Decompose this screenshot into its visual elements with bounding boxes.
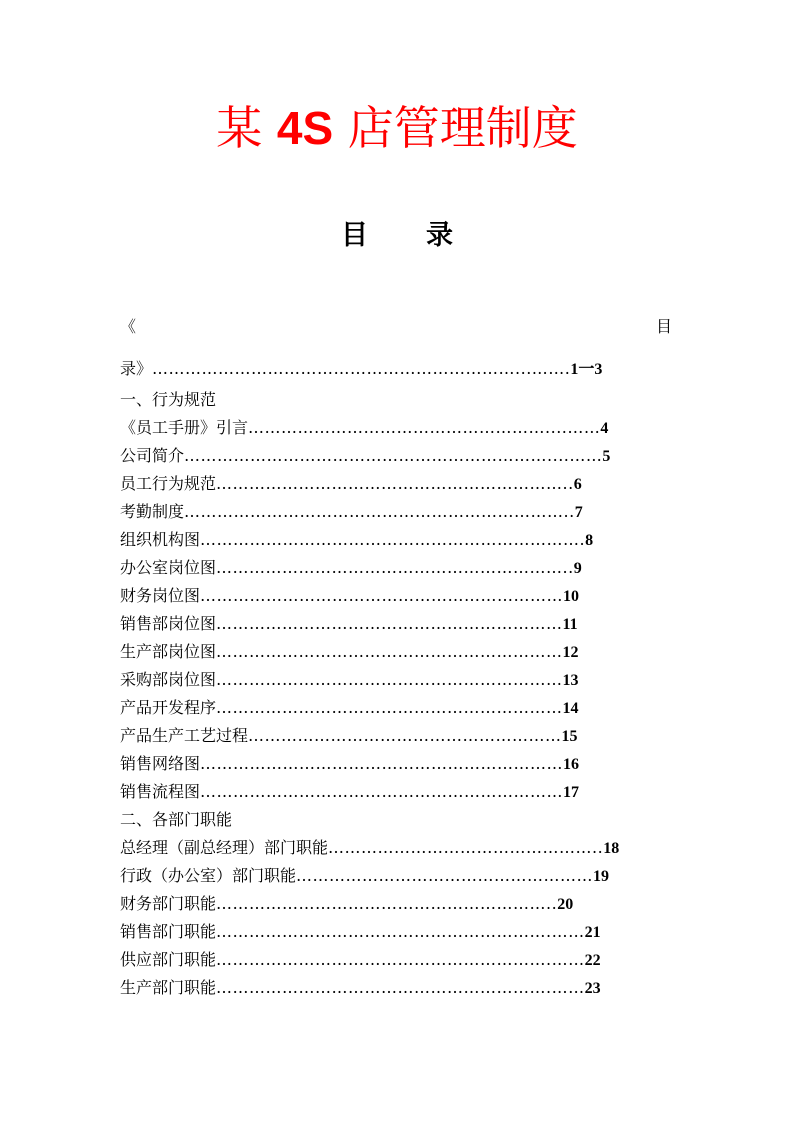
- toc-entry-leader: …………………………………………………….……: [216, 950, 585, 969]
- toc-entry-text: 财务岗位图: [120, 586, 201, 605]
- toc-entry[interactable]: [120, 722, 672, 750]
- title-ascii: 4S: [276, 102, 334, 154]
- title-prefix: 某: [216, 101, 277, 155]
- toc-list: [120, 352, 672, 1002]
- toc-entry-page: 18: [603, 840, 620, 857]
- toc-entry-leader: ………………………………………………………: [216, 614, 563, 633]
- toc-entry-text: 财务部门职能: [120, 894, 217, 913]
- toc-section-heading: [120, 386, 672, 414]
- toc-heading-right: 录: [426, 220, 453, 251]
- toc-first-entry-open: 《: [120, 317, 137, 336]
- toc-entry-text: 生产部岗位图: [120, 642, 217, 661]
- toc-entry[interactable]: [120, 610, 672, 638]
- toc-entry-leader: ………………………………………………………: [216, 642, 563, 661]
- toc-entry-page: 12: [562, 644, 579, 661]
- toc-entry[interactable]: [120, 694, 672, 722]
- toc-entry-text: 行政（办公室）部门职能: [120, 866, 297, 885]
- toc-entry-leader: ………………………………………………....……: [248, 418, 601, 437]
- toc-entry-page: 23: [584, 980, 601, 997]
- toc-entry-page: 11: [562, 616, 578, 633]
- toc-entry-page: 16: [563, 756, 580, 773]
- toc-entry-leader: ……………………………………………………..: [216, 894, 558, 913]
- toc-entry-leader: …………………………………………………………: [200, 586, 564, 605]
- toc-entry-text: 组织机构图: [120, 530, 201, 549]
- toc-entry-text: 公司简介: [120, 446, 185, 465]
- toc-entry[interactable]: [120, 862, 672, 890]
- toc-entry-page: 14: [562, 700, 579, 717]
- toc-entry-leader: ……………………………………………………………..: [184, 502, 575, 521]
- toc-entry-text: 员工行为规范: [120, 474, 217, 493]
- toc-entry-leader: ………………………………………………………..: [216, 558, 574, 577]
- toc-entry-leader: …………………………………………..: [328, 838, 604, 857]
- toc-entry-page: 1一3: [570, 361, 603, 378]
- toc-entry-leader: ………………………………………………………: [216, 670, 563, 689]
- toc-entry-page: 4: [600, 420, 609, 437]
- toc-entry[interactable]: [120, 918, 672, 946]
- toc-entry-page: 20: [557, 896, 574, 913]
- toc-entry-text: 《员工手册》引言: [120, 418, 249, 437]
- toc-entry-text: 采购部岗位图: [120, 670, 217, 689]
- toc-entry-page: 7: [574, 504, 583, 521]
- document-title: [0, 96, 794, 160]
- toc-entry-leader: ………………………………………………………..: [216, 474, 574, 493]
- toc-entry-leader: …………………………………………………………....……: [184, 446, 603, 465]
- toc-entry-page: 10: [563, 588, 580, 605]
- toc-entry-text: 销售部岗位图: [120, 614, 217, 633]
- toc-heading-left: 目: [341, 220, 368, 251]
- toc-heading: [0, 214, 794, 258]
- toc-entry[interactable]: [120, 582, 672, 610]
- toc-entry-leader: …………………………………………………………….: [200, 530, 586, 549]
- toc-entry-leader: ………………………………………………: [296, 866, 594, 885]
- toc-entry[interactable]: [120, 554, 672, 582]
- toc-first-entry-wrap: 目: [655, 317, 672, 336]
- toc-entry[interactable]: [120, 974, 672, 1002]
- toc-entry-text: 销售流程图: [120, 782, 201, 801]
- toc-entry-text: 二、各部门职能: [120, 810, 233, 829]
- toc-entry[interactable]: [120, 890, 672, 918]
- toc-entry-text: 产品生产工艺过程: [120, 726, 249, 745]
- toc-entry-text: 销售网络图: [120, 754, 201, 773]
- toc-entry-text: 销售部门职能: [120, 922, 217, 941]
- toc-entry-page: 8: [585, 532, 594, 549]
- toc-entry-text: 生产部门职能: [120, 978, 217, 997]
- toc-entry-page: 15: [561, 728, 578, 745]
- toc-entry-text: 考勤制度: [120, 502, 185, 521]
- toc-section-heading: [120, 806, 672, 834]
- toc-entry-page: 17: [563, 784, 580, 801]
- toc-entry-text: 录》: [120, 359, 153, 378]
- toc-entry-leader: ………………………………………………………: [216, 698, 563, 717]
- toc-entry-leader: …………………………………………………….……: [216, 978, 585, 997]
- toc-entry[interactable]: [120, 526, 672, 554]
- toc-entry-text: 总经理（副总经理）部门职能: [120, 838, 329, 857]
- toc-entry-leader: …………………………………………………………...…….: [152, 359, 571, 378]
- toc-entry-page: 9: [573, 560, 582, 577]
- toc-entry[interactable]: [120, 778, 672, 806]
- toc-entry[interactable]: [120, 470, 672, 498]
- toc-first-entry-line1: [120, 312, 672, 342]
- toc-entry-text: 产品开发程序: [120, 698, 217, 717]
- toc-entry-text: 供应部门职能: [120, 950, 217, 969]
- toc-entry[interactable]: [120, 638, 672, 666]
- toc-entry-text: 办公室岗位图: [120, 558, 217, 577]
- toc-first-entry-line2[interactable]: [120, 352, 672, 386]
- toc-entry-leader: …………………………………………………: [248, 726, 562, 745]
- toc-entry-page: 6: [573, 476, 582, 493]
- toc-entry-page: 5: [602, 448, 611, 465]
- toc-entry[interactable]: [120, 442, 672, 470]
- toc-entry[interactable]: [120, 498, 672, 526]
- toc-entry-page: 13: [562, 672, 579, 689]
- toc-entry[interactable]: [120, 750, 672, 778]
- toc-entry-leader: …………………………………………………………: [200, 754, 564, 773]
- toc-entry[interactable]: [120, 666, 672, 694]
- toc-entry[interactable]: [120, 946, 672, 974]
- toc-entry-leader: …………………………………………………….……: [216, 922, 585, 941]
- toc-entry-text: 一、行为规范: [120, 390, 217, 409]
- title-suffix: 店管理制度: [333, 101, 578, 155]
- toc-entry-page: 19: [593, 868, 610, 885]
- toc-entry-leader: …………………………………………………………: [200, 782, 564, 801]
- toc-entry[interactable]: [120, 834, 672, 862]
- toc-entry-page: 21: [584, 924, 601, 941]
- toc-entry[interactable]: [120, 414, 672, 442]
- toc-entry-page: 22: [584, 952, 601, 969]
